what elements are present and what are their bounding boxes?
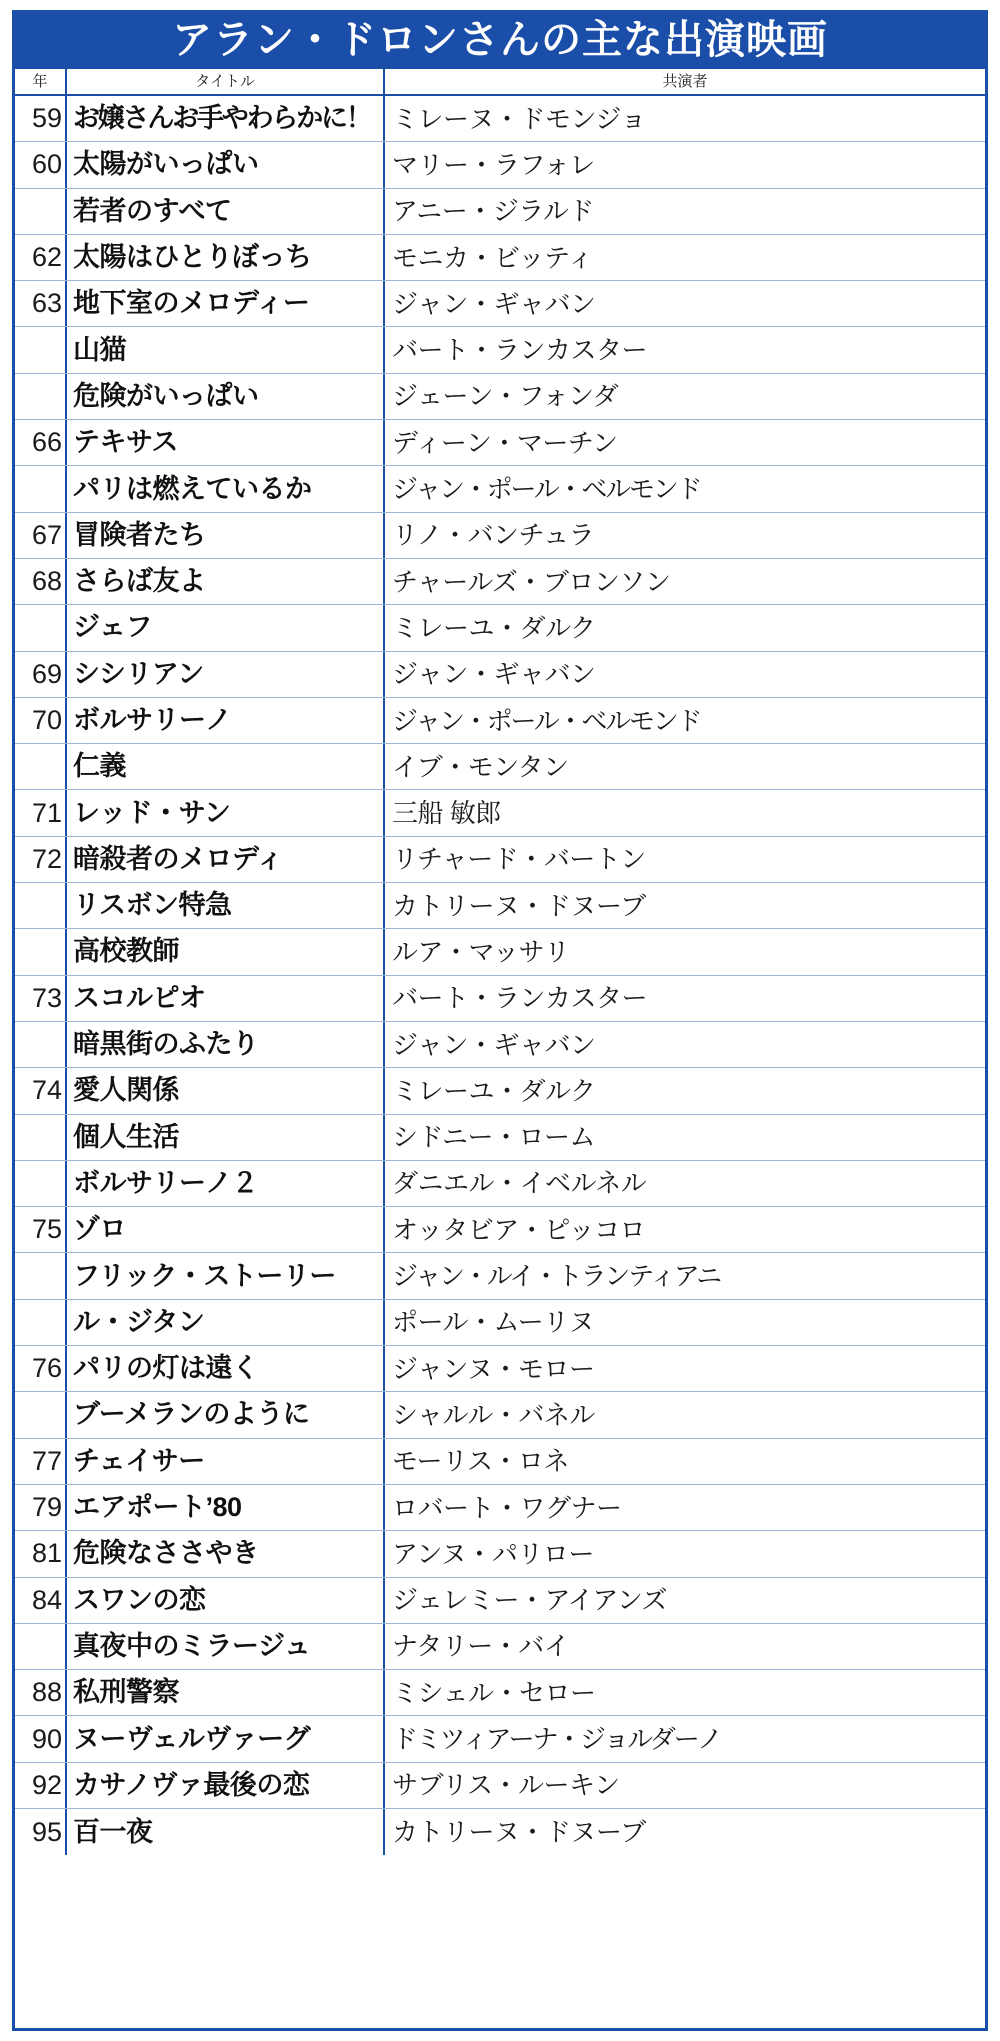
table-row <box>15 513 985 559</box>
cell-year <box>15 1161 67 1206</box>
cell-costar: ジャン・ギャバン <box>392 288 596 319</box>
cell-year: 76 <box>15 1346 67 1391</box>
cell-costar: ダニエル・イベルネル <box>392 1168 647 1199</box>
cell-year: 63 <box>15 281 67 326</box>
table-row <box>15 189 985 235</box>
cell-costar: ジェレミー・アイアンズ <box>392 1585 668 1616</box>
cell-title: さらば友よ <box>67 559 385 604</box>
cell-costar: シャルル・バネル <box>392 1399 595 1430</box>
cell-year: 81 <box>15 1531 67 1576</box>
table-row <box>15 142 985 188</box>
cell-year <box>15 374 67 419</box>
cell-title: フリック・ストーリー <box>67 1253 385 1298</box>
table-row <box>15 1531 985 1577</box>
cell-year: 95 <box>15 1809 67 1855</box>
cell-year: 62 <box>15 235 67 280</box>
cell-title: シシリアン <box>67 652 385 697</box>
page-title: アラン・ドロンさんの主な出演映画 <box>172 18 828 62</box>
cell-title: リスボン特急 <box>67 883 385 928</box>
column-header-title: タイトル <box>67 69 385 94</box>
cell-year <box>15 605 67 650</box>
table-row <box>15 96 985 142</box>
cell-costar: カトリーヌ・ドヌーブ <box>392 1817 646 1848</box>
table-row <box>15 281 985 327</box>
cell-year: 60 <box>15 142 67 187</box>
table-row <box>15 1346 985 1392</box>
table-row <box>15 1485 985 1531</box>
cell-title: スワンの恋 <box>67 1578 385 1623</box>
cell-costar: ジャン・ポール・ベルモンド <box>392 705 701 736</box>
cell-costar: ジェーン・フォンダ <box>392 381 619 412</box>
table-row <box>15 1392 985 1438</box>
cell-year <box>15 1115 67 1160</box>
cell-title: 太陽がいっぱい <box>67 142 385 187</box>
cell-costar: ミレーユ・ダルク <box>392 612 596 643</box>
cell-title: 暗黒街のふたり <box>67 1022 385 1067</box>
title-bar <box>15 13 985 69</box>
cell-year: 75 <box>15 1207 67 1252</box>
table-row <box>15 1624 985 1670</box>
cell-year: 74 <box>15 1068 67 1113</box>
table-header-row <box>15 69 985 96</box>
cell-costar: リチャード・バートン <box>392 844 646 875</box>
cell-title: 危険なささやき <box>67 1531 385 1576</box>
table-row <box>15 652 985 698</box>
table-row <box>15 374 985 420</box>
cell-year: 67 <box>15 513 67 558</box>
cell-title: 愛人関係 <box>67 1068 385 1113</box>
cell-costar: ジャン・ギャバン <box>392 1029 596 1060</box>
cell-title: ジェフ <box>67 605 385 650</box>
cell-year <box>15 327 67 372</box>
cell-costar: ミレーヌ・ドモンジョ <box>392 103 646 134</box>
table-row <box>15 1670 985 1716</box>
cell-title: チェイサー <box>67 1439 385 1484</box>
table-row <box>15 883 985 929</box>
table-row <box>15 559 985 605</box>
cell-year <box>15 1392 67 1437</box>
cell-costar: アニー・ジラルド <box>392 196 594 227</box>
cell-costar: バート・ランカスター <box>392 983 648 1014</box>
cell-title: お嬢さんお手やわらかに！ <box>67 96 385 141</box>
column-header-year: 年 <box>15 69 67 94</box>
cell-title: 山猫 <box>67 327 385 372</box>
cell-costar: マリー・ラフォレ <box>392 149 595 180</box>
cell-title: 地下室のメロディー <box>67 281 385 326</box>
table-row <box>15 1763 985 1809</box>
cell-year: 84 <box>15 1578 67 1623</box>
cell-title: 高校教師 <box>67 929 385 974</box>
table-row <box>15 976 985 1022</box>
cell-costar: シドニー・ローム <box>392 1122 595 1153</box>
cell-costar: イブ・モンタン <box>392 751 569 782</box>
cell-title: ゾロ <box>67 1207 385 1252</box>
cell-costar: ジャン・ギャバン <box>392 659 596 690</box>
cell-title: ブーメランのように <box>67 1392 385 1437</box>
cell-costar: バート・ランカスター <box>392 335 648 366</box>
cell-year: 92 <box>15 1763 67 1808</box>
cell-title: 私刑警察 <box>67 1670 385 1715</box>
cell-year <box>15 1022 67 1067</box>
cell-year <box>15 883 67 928</box>
cell-year <box>15 466 67 511</box>
cell-costar: ジャンヌ・モロー <box>392 1353 595 1384</box>
table-row <box>15 1578 985 1624</box>
cell-title: テキサス <box>67 420 385 465</box>
cell-year: 68 <box>15 559 67 604</box>
cell-costar: ジャン・ルイ・トランティアニ <box>392 1261 721 1292</box>
table-row <box>15 235 985 281</box>
cell-costar: ミレーユ・ダルク <box>392 1075 596 1106</box>
table-row <box>15 420 985 466</box>
table-row <box>15 1115 985 1161</box>
cell-title: スコルピオ <box>67 976 385 1021</box>
cell-title: 危険がいっぱい <box>67 374 385 419</box>
cell-costar: ロバート・ワグナー <box>392 1492 622 1523</box>
cell-year: 66 <box>15 420 67 465</box>
cell-year <box>15 1300 67 1345</box>
cell-title: 太陽はひとりぼっち <box>67 235 385 280</box>
cell-year <box>15 1624 67 1669</box>
cell-costar: モーリス・ロネ <box>392 1446 569 1477</box>
table-row <box>15 837 985 883</box>
table-row <box>15 698 985 744</box>
table-row <box>15 605 985 651</box>
cell-year: 73 <box>15 976 67 1021</box>
cell-costar: ドミツィアーナ・ジョルダーノ <box>392 1724 721 1755</box>
table-frame <box>12 10 988 2031</box>
table-row <box>15 1022 985 1068</box>
table-row <box>15 1300 985 1346</box>
cell-costar: カトリーヌ・ドヌーブ <box>392 890 646 921</box>
cell-year <box>15 189 67 234</box>
cell-year: 72 <box>15 837 67 882</box>
cell-year: 71 <box>15 790 67 835</box>
table-row <box>15 1207 985 1253</box>
cell-title: 若者のすべて <box>67 189 385 234</box>
cell-title: ヌーヴェルヴァーグ <box>67 1716 385 1761</box>
cell-year <box>15 929 67 974</box>
cell-year <box>15 744 67 789</box>
table-row <box>15 1716 985 1762</box>
cell-title: パリは燃えているか <box>67 466 385 511</box>
cell-title: レッド・サン <box>67 790 385 835</box>
cell-costar: チャールズ・ブロンソン <box>392 566 671 597</box>
cell-year: 70 <box>15 698 67 743</box>
cell-year: 69 <box>15 652 67 697</box>
cell-title: ボルサリーノ２ <box>67 1161 385 1206</box>
table-row <box>15 1439 985 1485</box>
cell-costar: ジャン・ポール・ベルモンド <box>392 474 701 505</box>
cell-title: パリの灯は遠く <box>67 1346 385 1391</box>
cell-title: ル・ジタン <box>67 1300 385 1345</box>
cell-costar: ディーン・マーチン <box>392 427 618 458</box>
table-row <box>15 790 985 836</box>
cell-title: 個人生活 <box>67 1115 385 1160</box>
cell-title: 暗殺者のメロディ <box>67 837 385 882</box>
cell-costar: オッタビア・ピッコロ <box>392 1214 646 1245</box>
cell-costar: ポール・ムーリヌ <box>392 1307 595 1338</box>
table-row <box>15 1068 985 1114</box>
cell-costar: モニカ・ビッティ <box>392 242 593 273</box>
table-row <box>15 1253 985 1299</box>
column-header-costar: 共演者 <box>662 73 708 90</box>
cell-costar: アンヌ・パリロー <box>392 1538 594 1569</box>
cell-year: 90 <box>15 1716 67 1761</box>
table-row <box>15 744 985 790</box>
cell-year <box>15 1253 67 1298</box>
cell-costar: サブリス・ルーキン <box>392 1770 620 1801</box>
cell-title: カサノヴァ最後の恋 <box>67 1763 385 1808</box>
cell-costar: ルア・マッサリ <box>392 936 570 967</box>
table-row <box>15 466 985 512</box>
cell-title: 百一夜 <box>67 1809 385 1855</box>
cell-title: ボルサリーノ <box>67 698 385 743</box>
cell-year: 79 <box>15 1485 67 1530</box>
table-row <box>15 929 985 975</box>
cell-title: 冒険者たち <box>67 513 385 558</box>
cell-year: 77 <box>15 1439 67 1484</box>
cell-costar: ナタリー・バイ <box>392 1631 570 1662</box>
cell-costar: 三船 敏郎 <box>392 798 501 829</box>
table-row <box>15 1161 985 1207</box>
table-row <box>15 1809 985 1855</box>
table-body <box>15 96 985 1855</box>
table-row <box>15 327 985 373</box>
cell-title: エアポート’80 <box>67 1485 385 1530</box>
cell-title: 仁義 <box>67 744 385 789</box>
cell-title: 真夜中のミラージュ <box>67 1624 385 1669</box>
cell-costar: ミシェル・セロー <box>392 1677 596 1708</box>
cell-year: 59 <box>15 96 67 141</box>
cell-costar: リノ・バンチュラ <box>392 520 595 551</box>
cell-year: 88 <box>15 1670 67 1715</box>
